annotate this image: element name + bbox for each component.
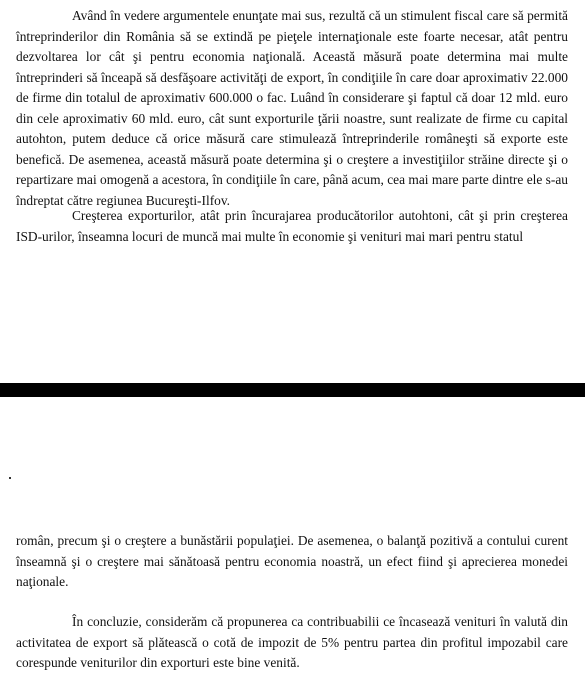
scan-artifact-dot	[9, 477, 11, 479]
page-break-divider	[0, 383, 585, 397]
paragraph-conclusion: În concluzie, considerăm că propunerea ca contribuabilii ce încasează venituri în valută din activitatea de export să plătească o cotă de impozit de 5% pentru partea din profitul impozabil care corespunde veniturilor din exporturi este bine venită.	[16, 614, 568, 670]
paragraph-continuation: român, precum şi o creştere a bunăstării populaţiei. De asemenea, o balanţă pozitivă a contului curent înseamnă şi o creştere mai sănătoasă pentru economia noastră, un efect fiind şi aprecierea monedei naţionale.	[16, 533, 568, 589]
paragraph-export-growth: Creşterea exporturilor, atât prin încurajarea producătorilor autohtoni, cât şi prin creşterea ISD-urilor, înseamna locuri de muncă mai multe în economie şi venituri mai mari pentru statul	[16, 208, 568, 244]
paragraph-fiscal-stimulus: Având în vedere argumentele enunţate mai sus, rezultă că un stimulent fiscal care să permită întreprinderilor din România să se extindă pe pieţele internaţionale este foarte necesar, atât pentru dezvoltarea lor cât şi pentru economia naţională. Această măsură poate determina mai multe întreprinderi să înceapă să desfăşoare activităţi de export, în condiţiile în care doar aproximativ 22.000 de firme din totalul de aproximativ 600.000 o fac. Luând în considerare şi faptul că doar 12 mld. euro din cele aproximativ 60 mld. euro, cât sunt exporturile ţării noastre, sunt realizate de firme cu capital autohton, putem deduce că orice măsură care stimulează întreprinderile româneşti să exporte este benefică. De asemenea, această măsură poate determina şi o creştere a investiţiilor străine directe şi o repartizare mai omogenă a acestora, în condiţiile în care, până acum, cea mai mare parte dintre ele s-au îndreptat către regiunea Bucureşti-Ilfov.	[16, 8, 568, 208]
